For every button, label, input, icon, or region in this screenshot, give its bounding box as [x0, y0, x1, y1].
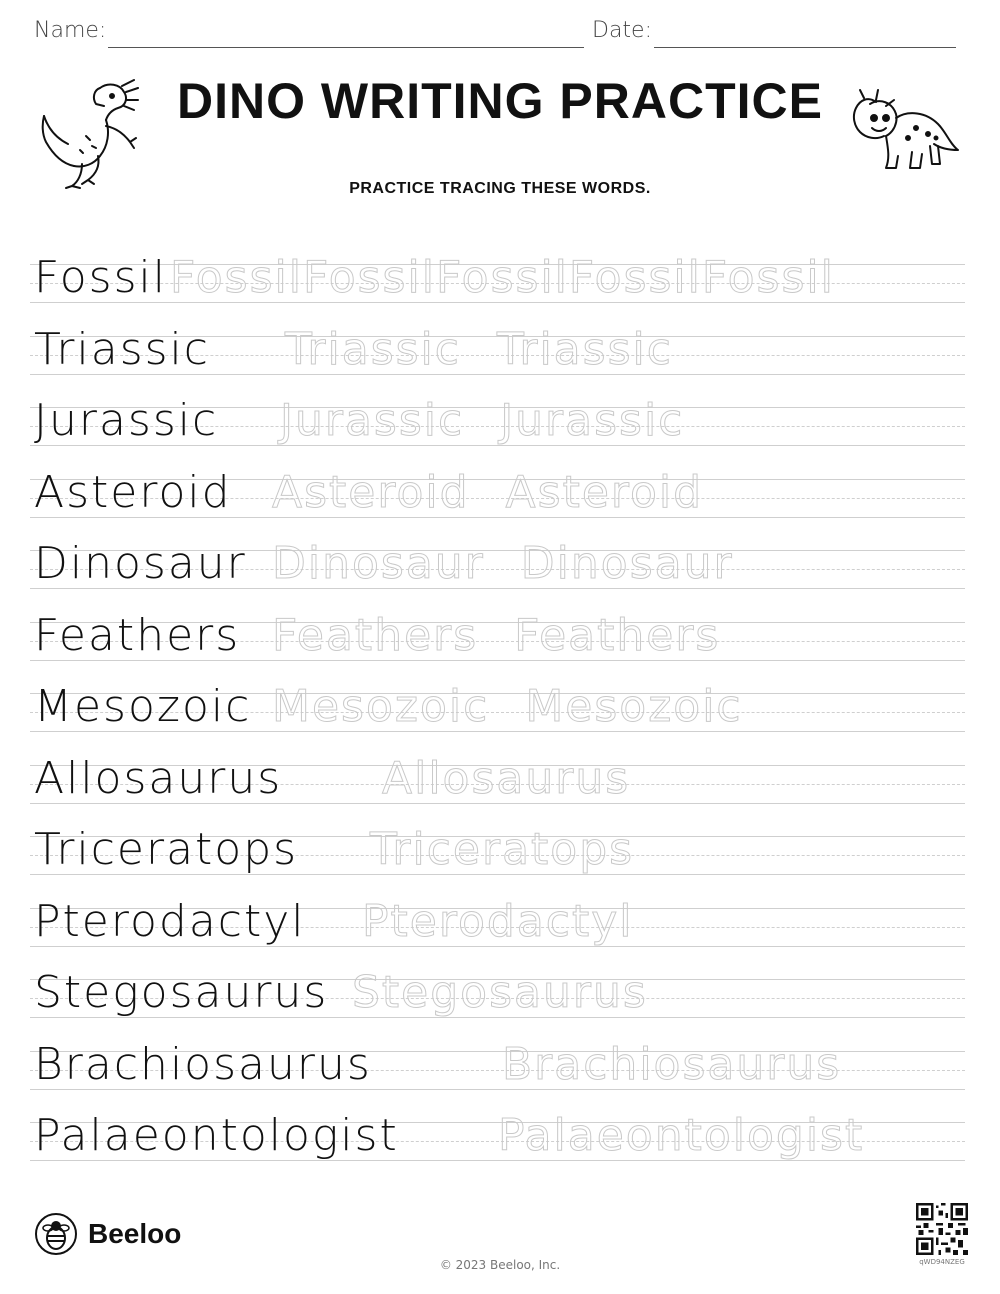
practice-word: Stegosaurus	[34, 967, 329, 1018]
writing-row	[30, 304, 965, 376]
trace-area[interactable]	[272, 610, 720, 662]
trace-area[interactable]	[272, 681, 743, 733]
page-subtitle: PRACTICE TRACING THESE WORDS.	[349, 180, 651, 197]
trace-word[interactable]: Fossil	[701, 252, 835, 303]
trace-area[interactable]	[502, 1039, 841, 1091]
trace-word[interactable]: Triceratops	[370, 824, 635, 875]
trace-word[interactable]: Pterodactyl	[362, 895, 634, 947]
page-title: DINO WRITING PRACTICE	[177, 73, 823, 129]
trace-word[interactable]: Triassic	[285, 323, 461, 375]
trace-word[interactable]: Triassic	[496, 323, 673, 375]
triceratops-right-icon	[846, 88, 962, 180]
dinosaur-left-icon	[38, 76, 148, 194]
writing-row	[30, 876, 965, 948]
trace-area[interactable]	[280, 395, 684, 447]
writing-row	[30, 1090, 965, 1162]
writing-row	[30, 518, 965, 590]
qr-code-icon[interactable]	[916, 1203, 968, 1255]
date-label: Date:	[592, 18, 652, 43]
trace-word[interactable]: Feathers	[514, 609, 721, 661]
writing-row	[30, 447, 965, 519]
trace-word[interactable]: Jurassic	[500, 395, 685, 446]
qr-code-text: qWD94NZEG	[919, 1258, 965, 1266]
trace-area[interactable]	[498, 1110, 864, 1162]
practice-word: Jurassic	[34, 395, 219, 446]
writing-row	[30, 947, 965, 1019]
practice-word: Pterodactyl	[34, 895, 306, 947]
practice-word: Dinosaur	[34, 538, 247, 589]
beeloo-logo	[34, 1212, 181, 1256]
trace-area[interactable]	[362, 896, 634, 948]
trace-area[interactable]	[272, 538, 734, 590]
practice-word: Triceratops	[34, 824, 299, 875]
practice-word: Triassic	[34, 323, 210, 375]
trace-word[interactable]: Feathers	[272, 609, 479, 661]
trace-word[interactable]: Brachiosaurus	[502, 1038, 842, 1090]
writing-row	[30, 804, 965, 876]
copyright: © 2023 Beeloo, Inc.	[439, 1258, 561, 1272]
trace-word[interactable]: Asteroid	[505, 466, 704, 518]
writing-row	[30, 590, 965, 662]
trace-word[interactable]: Fossil	[435, 252, 569, 303]
trace-area[interactable]	[170, 252, 835, 304]
date-line[interactable]	[654, 47, 956, 48]
bee-icon	[34, 1212, 78, 1256]
trace-area[interactable]	[370, 824, 634, 876]
practice-word: Mesozoic	[34, 681, 252, 732]
trace-word[interactable]: Fossil	[302, 252, 436, 303]
name-label: Name:	[34, 18, 107, 43]
practice-word: Asteroid	[34, 466, 232, 518]
trace-word[interactable]: Mesozoic	[525, 681, 743, 732]
writing-row	[30, 1019, 965, 1091]
trace-word[interactable]: Fossil	[170, 252, 303, 303]
writing-rows	[30, 232, 965, 1162]
writing-row	[30, 232, 965, 304]
trace-word[interactable]: Dinosaur	[272, 538, 485, 589]
practice-word: Fossil	[34, 252, 167, 303]
trace-word[interactable]: Asteroid	[272, 466, 470, 518]
trace-word[interactable]: Palaeontologist	[498, 1110, 865, 1161]
trace-word[interactable]: Jurassic	[280, 395, 465, 446]
brand-name: Beeloo	[88, 1218, 182, 1249]
trace-word[interactable]: Dinosaur	[520, 538, 734, 589]
trace-area[interactable]	[352, 967, 648, 1019]
writing-row	[30, 733, 965, 805]
practice-word: Allosaurus	[34, 752, 283, 804]
writing-row	[30, 375, 965, 447]
trace-word[interactable]: Fossil	[568, 252, 702, 303]
name-line[interactable]	[108, 47, 584, 48]
practice-word: Brachiosaurus	[34, 1038, 372, 1090]
trace-area[interactable]	[272, 467, 703, 519]
trace-area[interactable]	[382, 753, 630, 805]
trace-area[interactable]	[285, 324, 673, 376]
trace-word[interactable]: Stegosaurus	[352, 967, 648, 1018]
trace-word[interactable]: Mesozoic	[272, 681, 490, 732]
trace-word[interactable]: Allosaurus	[382, 752, 631, 804]
writing-row	[30, 661, 965, 733]
practice-word: Palaeontologist	[34, 1110, 399, 1161]
practice-word: Feathers	[34, 609, 241, 661]
